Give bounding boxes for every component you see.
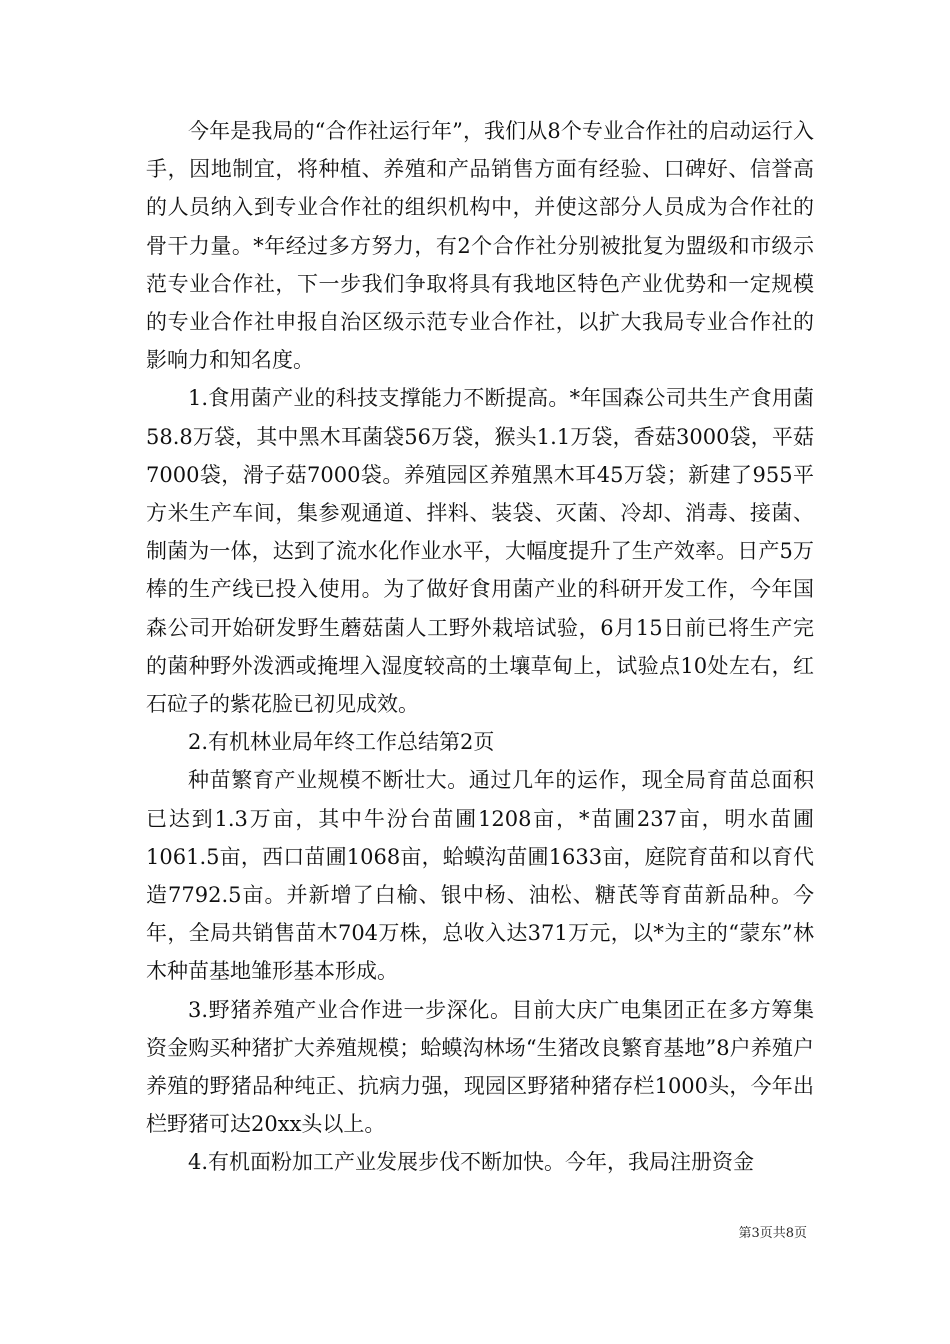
paragraph-item-4: 4.有机面粉加工产业发展步伐不断加快。今年，我局注册资金 [188,1150,755,1175]
document-body [146,112,814,1182]
paragraph-item-3: 3.野猪养殖产业合作进一步深化。目前大庆广电集团正在多方筹集资金购买种猪扩大养殖规模；蛤蟆沟林场“生猪改良繁育基地”8户养殖户养殖的野猪品种纯正、抗病力强，现园区野猪种猪存栏1000头，今年出栏野猪可达20xx头以上。 [146,997,814,1137]
paragraph-item-2-title: 2.有机林业局年终工作总结第2页 [188,730,495,755]
paragraph-seedling: 种苗繁育产业规模不断壮大。通过几年的运作，现全局育苗总面积已达到1.3万亩，其中牛汾台苗圃1208亩，*苗圃237亩，明水苗圃1061.5亩，西口苗圃1068亩，蛤蟆沟苗圃1633亩，庭院育苗和以育代造7792.5亩。并新增了白榆、银中杨、油松、糖芪等育苗新品种。今年，全局共销售苗木704万株，总收入达371万元，以*为主的“蒙东”林木种苗基地雏形基本形成。 [146,768,814,984]
page-number-footer: 第3页共8页 [738,1226,807,1241]
paragraph-intro: 今年是我局的“合作社运行年”，我们从8个专业合作社的启动运行入手，因地制宜，将种植、养殖和产品销售方面有经验、口碑好、信誉高的人员纳入到专业合作社的组织机构中，并使这部分人员成为合作社的骨干力量。*年经过多方努力，有2个合作社分别被批复为盟级和市级示范专业合作社，下一步我们争取将具有我地区特色产业优势和一定规模的专业合作社申报自治区级示范专业合作社，以扩大我局专业合作社的影响力和知名度。 [146,119,814,373]
paragraph-item-1: 1.食用菌产业的科技支撑能力不断提高。*年国森公司共生产食用菌58.8万袋，其中黑木耳菌袋56万袋，猴头1.1万袋，香菇3000袋，平菇7000袋，滑子菇7000袋。养殖园区养殖黑木耳45万袋；新建了955平方米生产车间，集参观通道、拌料、装袋、灭菌、冷却、消毒、接菌、制菌为一体，达到了流水化作业水平，大幅度提升了生产效率。日产5万棒的生产线已投入使用。为了做好食用菌产业的科研开发工作，今年国森公司开始研发野生蘑菇菌人工野外栽培试验，6月15日前已将生产完的菌种野外泼洒或掩埋入湿度较高的土壤草甸上，试验点10处左右，红石砬子的紫花脸已初见成效。 [146,386,814,717]
